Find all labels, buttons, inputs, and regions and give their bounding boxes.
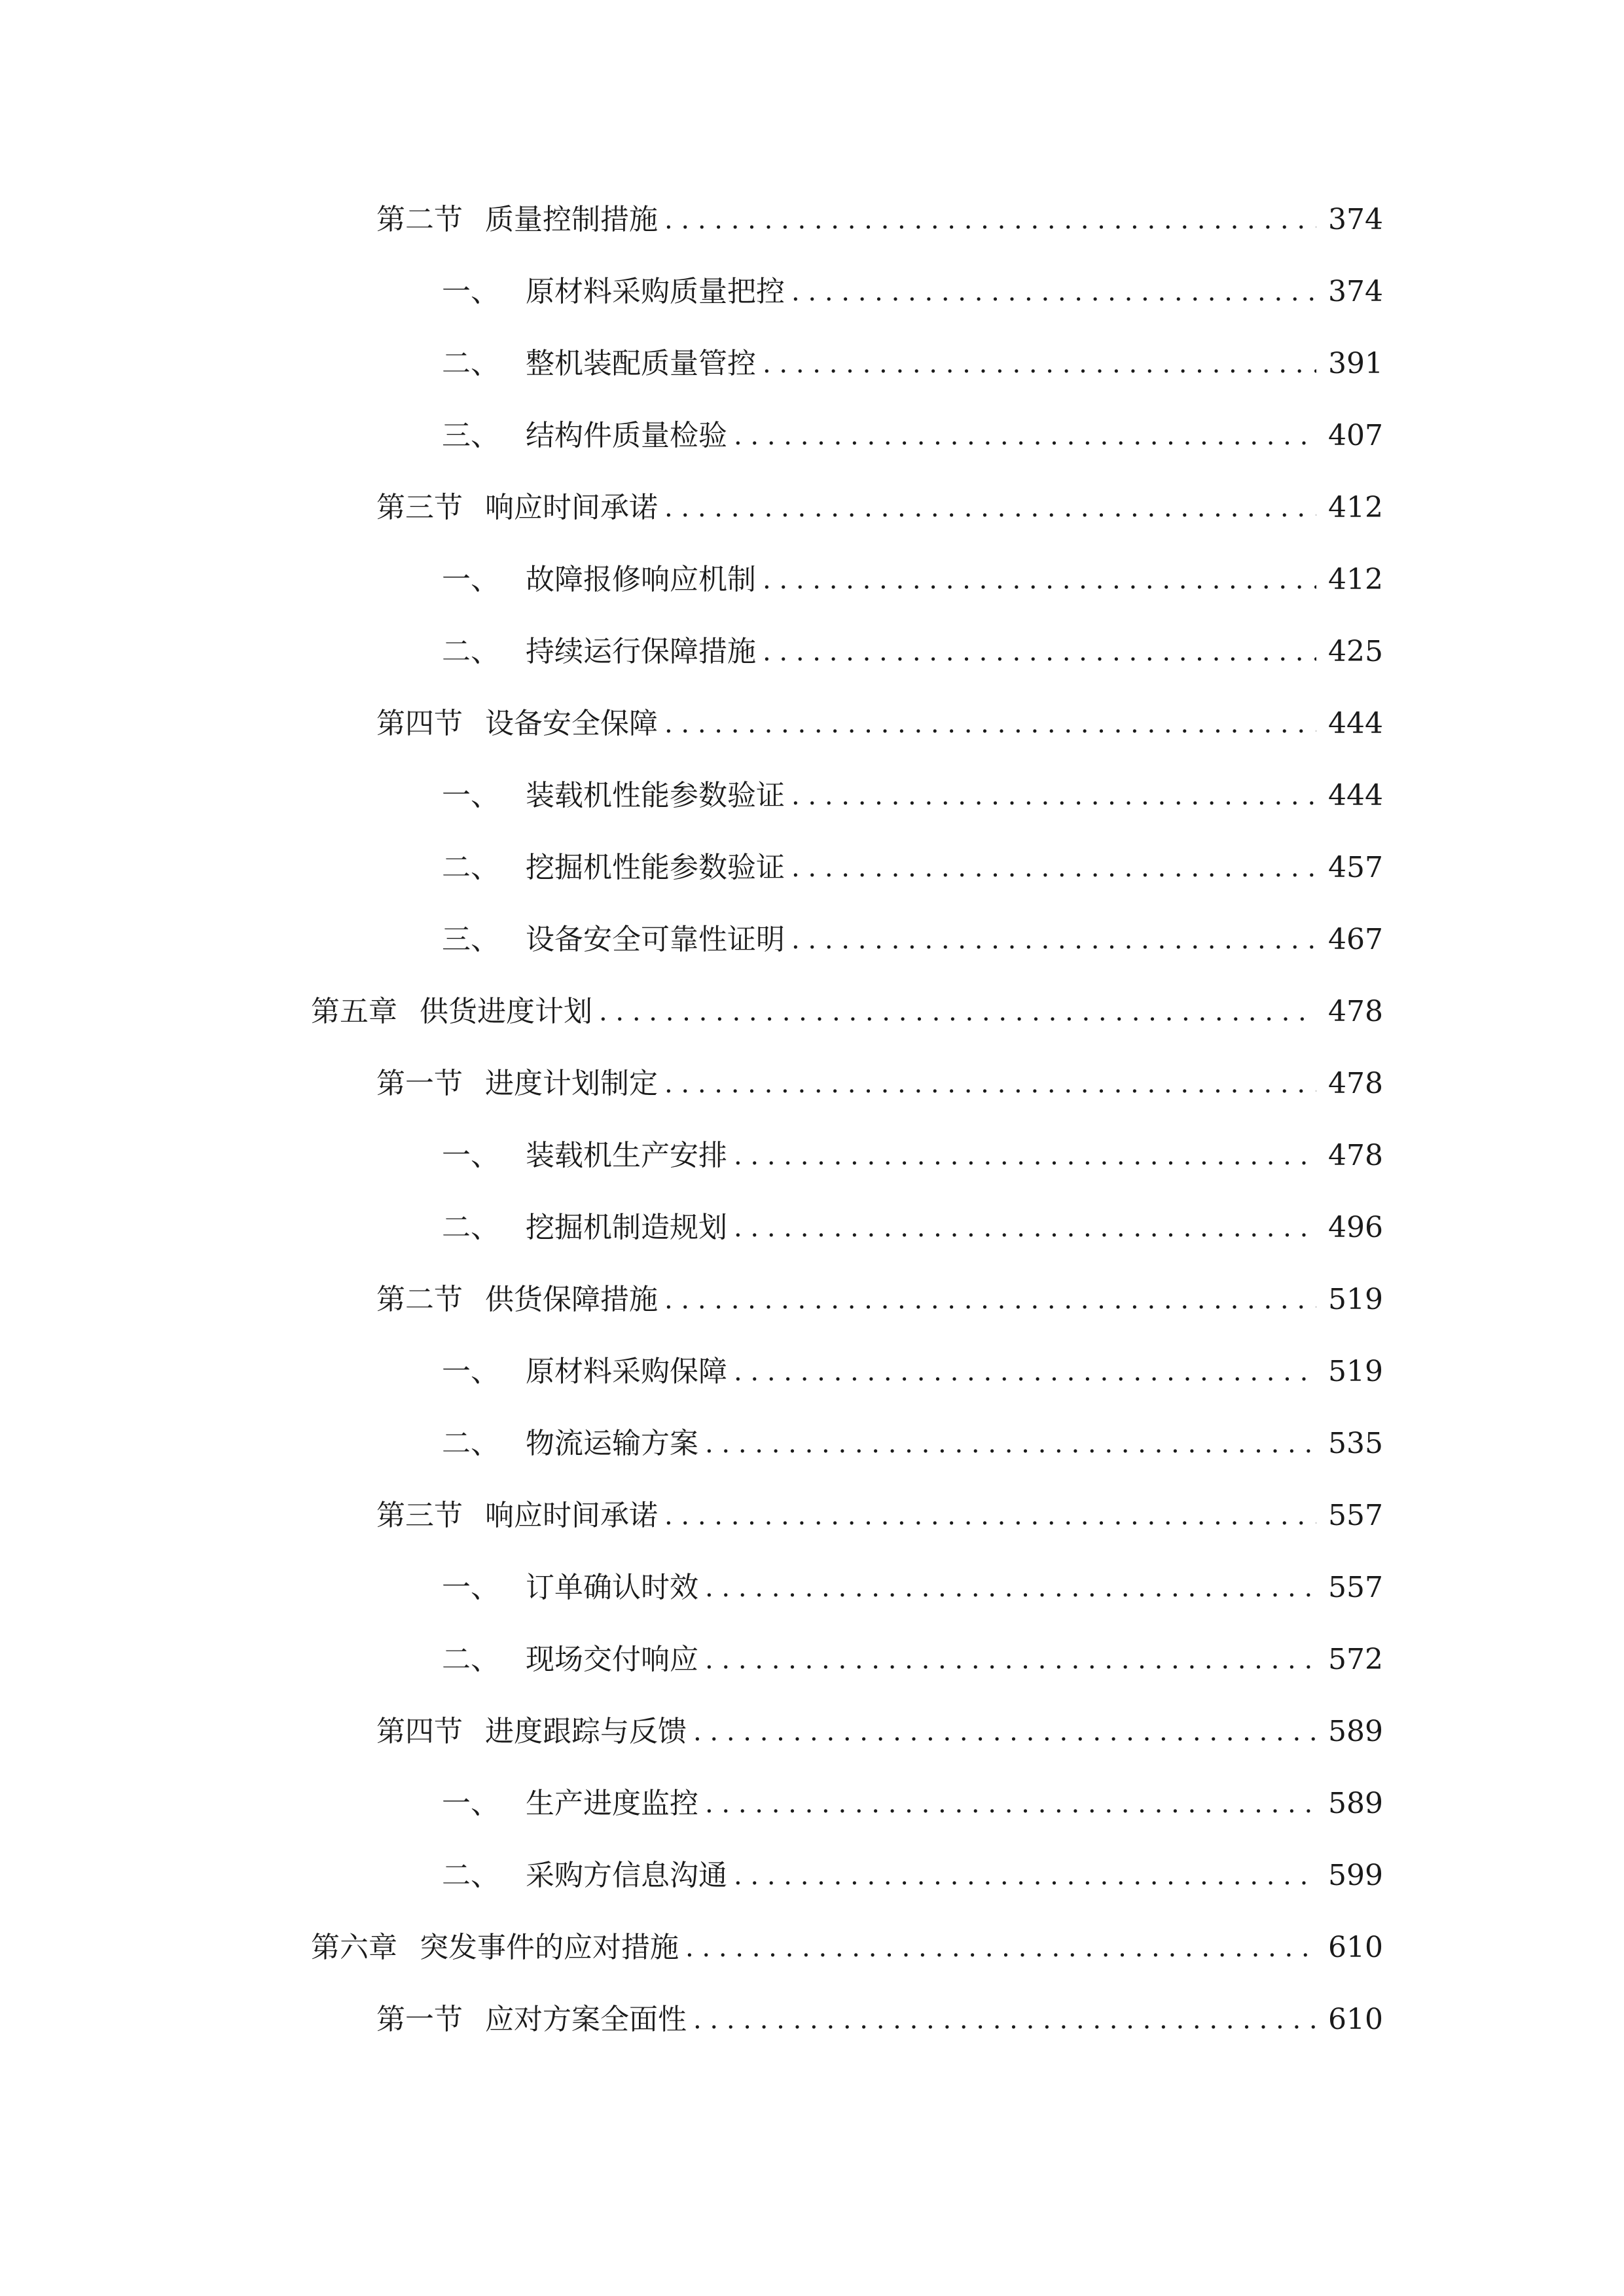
toc-entry-number: 二、: [442, 347, 499, 380]
toc-entry-title: 生产进度监控: [526, 1787, 698, 1820]
toc-entry-number: 二、: [442, 1427, 499, 1460]
toc-entry-number: 二、: [442, 851, 499, 884]
toc-dot-leader: [664, 1274, 1316, 1326]
toc-entry[interactable]: [442, 1634, 1383, 1686]
toc-entry-number: 三、: [442, 419, 499, 452]
toc-entry-number: 一、: [442, 275, 499, 308]
toc-dot-leader: [705, 1418, 1316, 1470]
toc-dot-leader: [693, 1706, 1316, 1758]
toc-entry[interactable]: [311, 986, 1383, 1038]
toc-entry-page: 557: [1328, 1571, 1383, 1604]
toc-entry[interactable]: [442, 842, 1383, 894]
toc-entry[interactable]: [442, 1202, 1383, 1254]
toc-entry-page: 444: [1328, 779, 1383, 812]
toc-entry-page: 374: [1328, 203, 1383, 236]
toc-dot-leader: [705, 1562, 1316, 1614]
toc-entry-number: 第六章: [311, 1931, 397, 1964]
toc-dot-leader: [734, 1346, 1316, 1398]
toc-entry-title: 响应时间承诺: [485, 1499, 658, 1532]
toc-entry[interactable]: [442, 1346, 1383, 1398]
toc-entry[interactable]: [376, 1274, 1383, 1326]
toc-entry[interactable]: [376, 1706, 1383, 1758]
toc-entry[interactable]: [311, 1922, 1383, 1974]
toc-entry[interactable]: [376, 1058, 1383, 1110]
toc-entry-page: 557: [1328, 1499, 1383, 1532]
toc-entry-page: 610: [1328, 2003, 1383, 2036]
toc-entry-number: 第一节: [376, 1067, 463, 1100]
toc-entry-title: 挖掘机制造规划: [526, 1211, 727, 1244]
toc-entry-page: 610: [1328, 1931, 1383, 1964]
toc-entry-page: 496: [1328, 1211, 1383, 1244]
toc-dot-leader: [685, 1922, 1316, 1974]
toc-dot-leader: [791, 266, 1316, 318]
toc-entry-number: 一、: [442, 1139, 499, 1172]
toc-entry-title: 物流运输方案: [526, 1427, 698, 1460]
toc-entry-page: 467: [1328, 923, 1383, 956]
toc-dot-leader: [664, 698, 1316, 750]
toc-entry-page: 374: [1328, 275, 1383, 308]
toc-dot-leader: [705, 1634, 1316, 1686]
toc-entry-title: 结构件质量检验: [526, 419, 727, 452]
toc-entry-number: 一、: [442, 563, 499, 596]
toc-dot-leader: [664, 194, 1316, 246]
toc-entry-page: 572: [1328, 1643, 1383, 1676]
toc-dot-leader: [734, 1202, 1316, 1254]
toc-entry-page: 589: [1328, 1715, 1383, 1748]
toc-entry-page: 457: [1328, 851, 1383, 884]
toc-entry-title: 设备安全可靠性证明: [526, 923, 785, 956]
toc-entry-page: 412: [1328, 491, 1383, 524]
toc-entry-title: 装载机生产安排: [526, 1139, 727, 1172]
toc-entry[interactable]: [376, 698, 1383, 750]
toc-entry-page: 478: [1328, 1139, 1383, 1172]
toc-dot-leader: [705, 1778, 1316, 1830]
toc-entry-title: 原材料采购保障: [526, 1355, 727, 1388]
toc-entry-title: 响应时间承诺: [485, 491, 658, 524]
toc-entry-title: 挖掘机性能参数验证: [526, 851, 785, 884]
toc-entry[interactable]: [442, 626, 1383, 678]
toc-entry-number: 一、: [442, 1355, 499, 1388]
toc-entry-title: 持续运行保障措施: [526, 635, 756, 668]
toc-entry-page: 444: [1328, 707, 1383, 740]
toc-entry[interactable]: [442, 914, 1383, 966]
toc-entry-number: 第四节: [376, 1715, 463, 1748]
toc-dot-leader: [763, 626, 1316, 678]
toc-entry[interactable]: [376, 1490, 1383, 1542]
toc-entry-title: 进度跟踪与反馈: [485, 1715, 687, 1748]
toc-dot-leader: [664, 1490, 1316, 1542]
toc-entry-number: 一、: [442, 1787, 499, 1820]
toc-entry-title: 原材料采购质量把控: [526, 275, 785, 308]
toc-entry-number: 二、: [442, 635, 499, 668]
toc-dot-leader: [763, 338, 1316, 390]
toc-dot-leader: [763, 554, 1316, 606]
toc-entry-page: 478: [1328, 1067, 1383, 1100]
toc-entry[interactable]: [442, 1562, 1383, 1614]
toc-entry-title: 供货进度计划: [420, 995, 592, 1028]
toc-entry-page: 535: [1328, 1427, 1383, 1460]
toc-entry-title: 故障报修响应机制: [526, 563, 756, 596]
toc-entry-title: 订单确认时效: [526, 1571, 698, 1604]
toc-entry-page: 519: [1328, 1283, 1383, 1316]
toc-dot-leader: [791, 842, 1316, 894]
toc-entry-number: 第二节: [376, 203, 463, 236]
toc-dot-leader: [791, 914, 1316, 966]
toc-entry[interactable]: [442, 770, 1383, 822]
toc-dot-leader: [734, 410, 1316, 462]
toc-entry-page: 391: [1328, 347, 1383, 380]
toc-entry-title: 突发事件的应对措施: [420, 1931, 679, 1964]
toc-entry-number: 二、: [442, 1211, 499, 1244]
toc-entry-title: 设备安全保障: [485, 707, 658, 740]
toc-entry-page: 412: [1328, 563, 1383, 596]
toc-entry[interactable]: [442, 1130, 1383, 1182]
toc-entry[interactable]: [442, 1850, 1383, 1902]
toc-entry-number: 第四节: [376, 707, 463, 740]
toc-dot-leader: [664, 482, 1316, 534]
toc-entry-number: 第二节: [376, 1283, 463, 1316]
toc-entry-number: 第五章: [311, 995, 397, 1028]
toc-entry[interactable]: [376, 194, 1383, 246]
toc-entry-page: 478: [1328, 995, 1383, 1028]
toc-entry-title: 整机装配质量管控: [526, 347, 756, 380]
toc-entry-number: 三、: [442, 923, 499, 956]
toc-entry-page: 519: [1328, 1355, 1383, 1388]
toc-entry-number: 一、: [442, 1571, 499, 1604]
toc-entry-number: 二、: [442, 1859, 499, 1892]
toc-entry-number: 二、: [442, 1643, 499, 1676]
toc-entry-page: 599: [1328, 1859, 1383, 1892]
toc-entry[interactable]: [442, 1778, 1383, 1830]
toc-entry-number: 第三节: [376, 1499, 463, 1532]
toc-dot-leader: [693, 1994, 1316, 2046]
toc-entry[interactable]: [442, 338, 1383, 390]
toc-entry-title: 现场交付响应: [526, 1643, 698, 1676]
toc-dot-leader: [791, 770, 1316, 822]
toc-entry-title: 应对方案全面性: [485, 2003, 687, 2036]
toc-entry-title: 采购方信息沟通: [526, 1859, 727, 1892]
toc-entry[interactable]: [442, 410, 1383, 462]
toc-entry-number: 一、: [442, 779, 499, 812]
toc-entry-number: 第三节: [376, 491, 463, 524]
toc-entry[interactable]: [376, 1994, 1383, 2046]
toc-dot-leader: [734, 1850, 1316, 1902]
toc-entry-title: 进度计划制定: [485, 1067, 658, 1100]
toc-entry[interactable]: [442, 266, 1383, 318]
toc-entry[interactable]: [442, 1418, 1383, 1470]
toc-dot-leader: [664, 1058, 1316, 1110]
toc-dot-leader: [734, 1130, 1316, 1182]
toc-entry-page: 407: [1328, 419, 1383, 452]
toc-dot-leader: [599, 986, 1316, 1038]
toc-entry-page: 589: [1328, 1787, 1383, 1820]
toc-entry[interactable]: [442, 554, 1383, 606]
toc-entry-number: 第一节: [376, 2003, 463, 2036]
toc-entry[interactable]: [376, 482, 1383, 534]
toc-entry-title: 质量控制措施: [485, 203, 658, 236]
toc-entry-title: 供货保障措施: [485, 1283, 658, 1316]
toc-entry-page: 425: [1328, 635, 1383, 668]
toc-entry-title: 装载机性能参数验证: [526, 779, 785, 812]
